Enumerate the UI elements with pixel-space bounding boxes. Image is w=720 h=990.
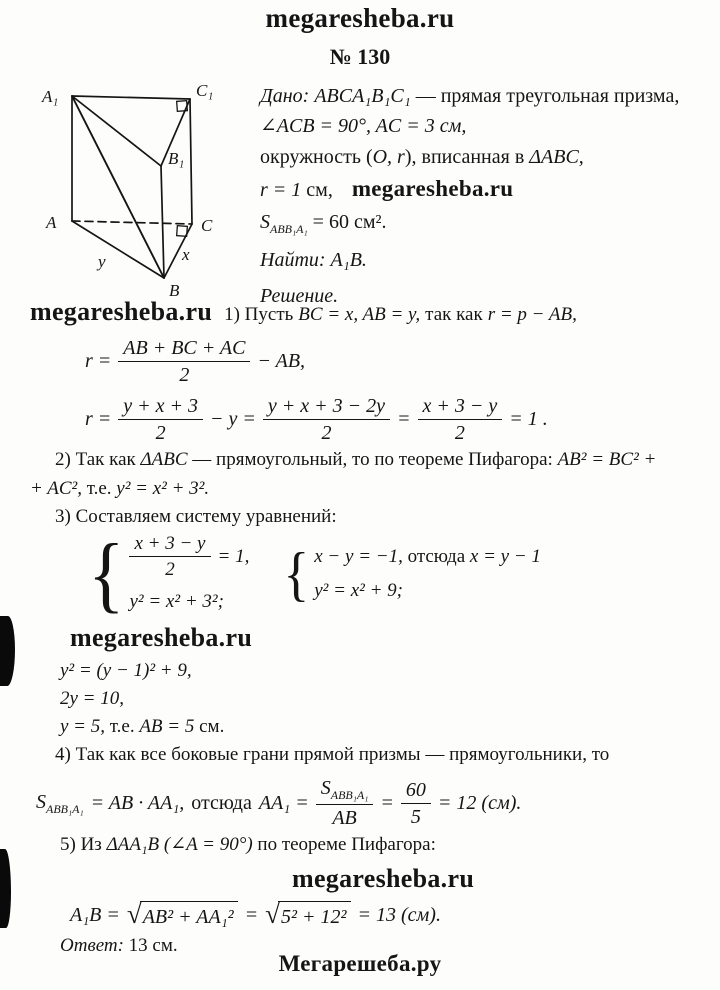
f4-s-sub: ABB₁A₁ (46, 802, 84, 817)
f4-num-s: S (320, 777, 331, 800)
f2-denominator-1: 2 (155, 422, 166, 445)
edge-c-c1 (190, 99, 192, 224)
f4-fraction-2-numerator: 60 (401, 778, 431, 804)
f1-fraction (118, 336, 250, 388)
footer-site-name: Мегарешеба.ру (278, 951, 442, 976)
f2-lhs: r = (85, 407, 112, 430)
solution-label: Решение. (260, 285, 339, 308)
calc-line-3 (60, 714, 708, 740)
vertex-label-a1: A₁ (42, 87, 59, 106)
f4-fraction-1 (316, 776, 374, 830)
f4-fraction-2 (401, 778, 431, 830)
sys1-denominator: 2 (165, 559, 175, 581)
f2-numerator-3: x + 3 − y (418, 394, 503, 420)
f2-denominator-3: 2 (454, 422, 465, 445)
f2-fraction-1 (118, 394, 203, 446)
circle-math-1: O, r (372, 145, 405, 168)
calc-line-1: y² = (y − 1)² + 9, (60, 659, 192, 681)
system-2-row-1 (314, 544, 541, 570)
solution-body (30, 294, 708, 959)
step1-m1: BC = x, AB = y, (298, 304, 421, 325)
find-line (260, 246, 712, 274)
formula-final (70, 898, 708, 932)
dano-label: Дано: (260, 85, 310, 107)
given-block (260, 82, 712, 313)
f1-numerator: AB + BC + AC (118, 336, 250, 362)
system-1 (88, 526, 250, 621)
solution-step-5 (60, 832, 708, 858)
calc-l3-m2: AB = 5 (139, 715, 195, 737)
scan-artifact-blotch (0, 616, 15, 686)
sys1-row1-tail: = 1, (217, 545, 250, 567)
f4-num-sub: ABB₁A₁ (330, 788, 369, 803)
scan-artifact-blotch (0, 849, 11, 928)
f4-s: S (36, 791, 46, 814)
step1-t2: так как (425, 304, 483, 325)
sys1-numerator: x + 3 − y (129, 532, 210, 557)
vertex-label-b: B (169, 281, 180, 300)
radius-value: r = 1 (260, 179, 302, 202)
area-value: = 60 см². (312, 210, 387, 233)
step2-m1: ΔABC (140, 449, 188, 471)
f2-equals: = (397, 407, 411, 430)
watermark-inline-given: megaresheba.ru (351, 176, 514, 202)
diagonal-a1-b (72, 96, 164, 278)
formula-r-evaluation (85, 394, 708, 446)
step1-text (224, 302, 577, 328)
system-1-row-2: y² = x² + 3²; (129, 591, 224, 613)
radius-unit: см, (306, 179, 333, 202)
find-label: Найти: (260, 248, 326, 271)
watermark-step5: megaresheba.ru (292, 863, 475, 893)
f2-numerator-2: y + x + 3 − 2y (263, 394, 390, 420)
step2-t3: т.е. (86, 477, 112, 499)
sys2-eq: x − y = −1, (314, 545, 403, 567)
area-subscript: ABB₁A₁ (270, 221, 308, 236)
side-label-y: y (98, 252, 106, 271)
system-1-row-1 (129, 532, 249, 581)
calc-l3-unit: см. (199, 715, 225, 737)
equation-systems (88, 526, 708, 621)
vertex-label-b1: B₁ (168, 149, 185, 168)
problem-number: № 130 (329, 44, 391, 69)
prism-diagram (30, 76, 250, 308)
f5-sqrt-2-arg: 5² + 12² (278, 901, 351, 932)
f4-equals: = (380, 791, 394, 814)
answer-value: 13 см. (128, 935, 178, 957)
edge-a-c-dashed (72, 221, 192, 224)
f5-lhs: A₁B = (70, 904, 120, 927)
given-line-area (260, 208, 712, 238)
area-symbol: S (260, 210, 270, 233)
solution-step-4 (55, 742, 708, 768)
sys2-result: x = y − 1 (469, 545, 541, 567)
watermark-middle: megaresheba.ru (70, 622, 253, 652)
system-2-rows (314, 544, 541, 604)
f4-m2: AA₁ = (258, 791, 309, 814)
answer-label: Ответ: (60, 935, 124, 957)
edge-b-b1 (161, 166, 164, 278)
system-1-rows (129, 532, 249, 616)
f1-denominator: 2 (179, 364, 190, 387)
f4-m1: = AB · AA₁, (90, 791, 185, 814)
formula-r-definition (85, 336, 708, 388)
calc-l3-m1: y = 5, (60, 715, 106, 737)
step2-t2: — прямоугольный, то по теореме Пифагора: (192, 449, 553, 471)
system-2 (283, 540, 541, 608)
f5-sqrt-2 (265, 898, 350, 932)
f4-area-symbol-group (36, 789, 84, 818)
solution-step-2-line-1 (55, 447, 708, 473)
f1-tail: − AB, (257, 349, 306, 372)
f2-denominator-2: 2 (321, 422, 332, 445)
prism-desc: — прямая треугольная призма, (415, 85, 680, 107)
vertex-label-c1: C₁ (196, 81, 214, 100)
system-2-row-2: y² = x² + 9; (314, 579, 403, 601)
vertex-label-c: C (201, 216, 213, 235)
edge-a1-c1 (72, 96, 190, 99)
f4-tail: = 12 (см). (437, 791, 522, 814)
calc-line-2: 2y = 10, (60, 687, 125, 709)
f4-fraction-1-numerator (316, 776, 374, 805)
watermark-top: megaresheba.ru (265, 3, 455, 33)
given-line-prism (260, 82, 712, 110)
f2-tail: = 1 . (509, 407, 548, 430)
sys2-hence: отсюда (407, 545, 466, 567)
f2-fraction-3 (418, 394, 503, 446)
f5-tail: = 13 (см). (357, 904, 441, 927)
prism-edges (72, 96, 192, 278)
f2-numerator-1: y + x + 3 (118, 394, 203, 420)
step1-m2: r = p − AB, (487, 304, 577, 325)
sys1-fraction (129, 532, 210, 581)
radical-icon: √ (126, 898, 142, 929)
formula-lateral-face (36, 776, 708, 830)
circle-text-2: ), вписанная в (404, 145, 525, 168)
step5-t2: по теореме Пифагора: (257, 834, 436, 856)
watermark-step1: megaresheba.ru (30, 297, 213, 326)
step2-t1: 2) Так как (55, 449, 136, 471)
circle-text-1: окружность ( (260, 145, 373, 168)
vertex-label-a: A (46, 213, 57, 232)
step2-m4: y² = x² + 3². (116, 477, 210, 499)
left-brace-icon: { (88, 526, 125, 621)
circle-math-2: ΔABC, (529, 145, 584, 168)
f4-hence: отсюда (191, 791, 252, 814)
right-angle-marks (177, 101, 188, 237)
step5-t1: 5) Из (60, 834, 102, 856)
solution-step-1 (30, 294, 708, 330)
f1-lhs: r = (85, 349, 112, 372)
left-brace-icon: { (283, 540, 310, 608)
prism-name: ABCA₁B₁C₁ (314, 85, 411, 107)
f5-equals: = (244, 904, 259, 927)
f5-sqrt-1 (126, 898, 238, 932)
edge-a1-b1 (72, 96, 161, 166)
side-label-x: x (182, 245, 190, 264)
radical-icon: √ (265, 898, 280, 929)
step2-m3: + AC², (30, 477, 82, 499)
solution-step-3 (55, 504, 708, 530)
calc-l3-t: т.е. (109, 715, 135, 737)
given-line-angle: ∠ACB = 90°, AC = 3 см, (260, 115, 467, 138)
f2-fraction-2 (263, 394, 390, 446)
solution-step-2-line-2 (30, 476, 708, 502)
step2-m2: AB² = BC² + (557, 449, 657, 471)
f4-fraction-2-denominator: 5 (410, 805, 421, 828)
f4-fraction-1-denominator: AB (332, 807, 357, 830)
given-line-circle (260, 143, 712, 171)
find-value: A₁B. (330, 248, 367, 271)
vertex-labels (41, 81, 213, 300)
step4-title: 4) Так как все боковые грани прямой призмы — прямоугольники, то (55, 744, 610, 766)
step3-title: 3) Составляем систему уравнений: (55, 505, 337, 527)
given-line-radius (260, 173, 712, 206)
f2-mid: − y = (210, 407, 256, 430)
step1-t1: 1) Пусть (224, 304, 294, 325)
f5-sqrt-1-arg: AB² + AA₁² (140, 901, 238, 932)
step5-m1: ΔAA₁B (∠A = 90°) (106, 834, 253, 856)
